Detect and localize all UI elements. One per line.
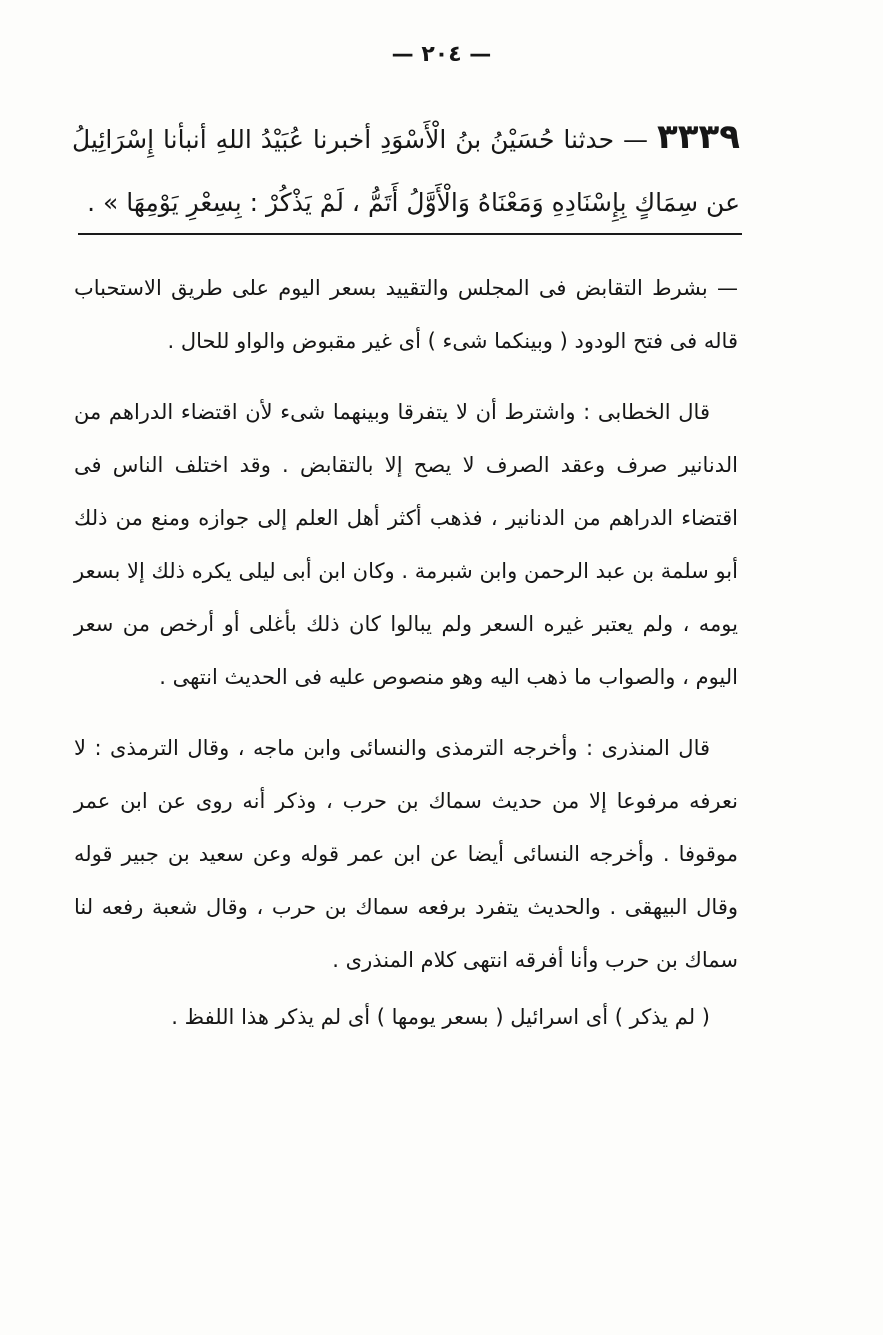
commentary-paragraph-mundhiri: قال المنذرى : وأخرجه الترمذى والنسائى وابن ماجه ، وقال الترمذى : لا نعرفه مرفوعا إلا من حديث سماك بن حرب ، وذكر أنه روى عن ابن عمر موقوفا . وأخرجه النسائى أيضا عن ابن عمر قوله وعن سعيد بن جبير قوله وقال البيهقى . والحديث يتفرد برفعه سماك بن حرب ، وقال شعبة رفعه لنا سماك بن حرب وأنا أفرقه انتهى كلام المنذرى . <box>74 736 738 972</box>
commentary-paragraph-note: ( لم يذكر ) أى اسرائيل ( بسعر يومها ) أى لم يذكر هذا اللفظ . <box>171 1005 710 1029</box>
hadith-text: — حدثنا حُسَيْنُ بنُ الْأَسْوَدِ أخبرنا عُبَيْدُ اللهِ أنبأنا إِسْرَائِيلُ عن سِمَاكٍ بِإِسْنَادِهِ وَمَعْنَاهُ وَالْأَوَّلُ أَتَمُّ ، لَمْ يَذْكُرْ : بِسِعْرِ يَوْمِهَا » . <box>72 125 740 217</box>
footnote-divider <box>78 233 742 235</box>
page-number: — ٢٠٤ — <box>391 42 492 67</box>
hadith-number: ٣٣٣٩ <box>656 117 740 157</box>
hadith-text-block <box>72 106 740 234</box>
commentary-paragraph-1: — بشرط التقابض فى المجلس والتقييد بسعر اليوم على طريق الاستحباب قاله فى فتح الودود ( وبينكما شىء ) أى غير مقبوض والواو للحال . <box>74 276 738 353</box>
commentary-block <box>74 262 738 1044</box>
commentary-paragraph-khattabi: قال الخطابى : واشترط أن لا يتفرقا وبينهما شىء لأن اقتضاء الدراهم من الدنانير صرف وعقد الصرف لا يصح إلا بالتقابض . وقد اختلف الناس فى اقتضاء الدراهم من الدنانير ، فذهب أكثر أهل العلم إلى جوازه ومنع من ذلك أبو سلمة بن عبد الرحمن وابن شبرمة . وكان ابن أبى ليلى يكره ذلك إلا بسعر يومه ، ولم يعتبر غيره السعر ولم يبالوا كان ذلك بأغلى أو أرخص من سعر اليوم ، والصواب ما ذهب اليه وهو منصوص عليه فى الحديث انتهى . <box>74 400 738 689</box>
